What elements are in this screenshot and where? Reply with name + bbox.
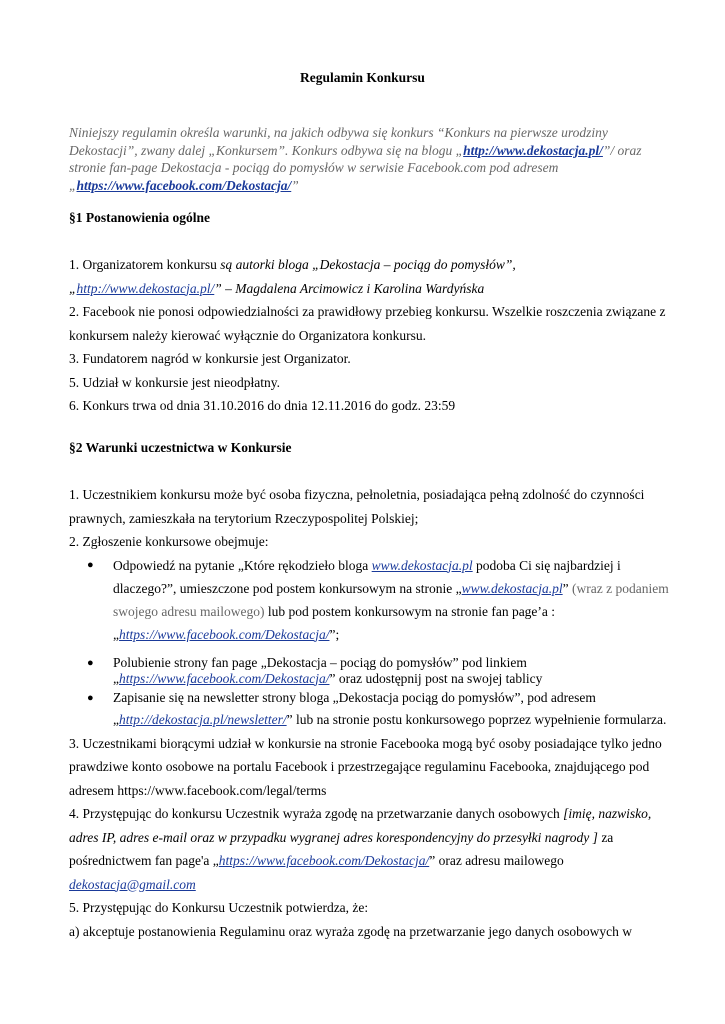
intro-text-2: ”/ oraz stronie fan-page Dekostacja - pociąg do pomysłów w serwisie Facebook.com pod adresem „: [69, 142, 642, 193]
b1-text-4: lub pod postem konkursowym na stronie fan page’a : „: [113, 603, 556, 642]
list-item: [69, 655, 669, 687]
s2-item-2: 2. Zgłoszenie konkursowe obejmuje:: [69, 534, 269, 549]
b2-text-2: „: [113, 670, 119, 686]
document-title: Regulamin Konkursu: [300, 70, 425, 85]
b2-text-3: ” oraz udostępnij post na swojej tablicy: [329, 670, 543, 686]
entry-requirements-list: [69, 554, 669, 732]
b3-text-2: ” lub na stronie postu konkursowego poprzez wypełnienie formularza.: [286, 712, 667, 727]
facebook-link[interactable]: https://www.facebook.com/Dekostacja/: [76, 177, 292, 193]
s1-item-6: 6. Konkurs trwa od dnia 31.10.2016 do dnia 12.11.2016 do godz. 23:59: [69, 398, 456, 413]
section-1-heading: §1 Postanowienia ogólne: [69, 210, 211, 225]
intro-paragraph: [69, 124, 669, 194]
s1-item-1-authors: ” – Magdalena Arcimowicz i Karolina Wardyńska: [214, 280, 485, 296]
blog-link[interactable]: www.dekostacja.pl: [461, 580, 563, 596]
b1-text-2: podoba Ci się najbardziej i dlaczego?”, umieszczone pod postem konkursowym na stronie „: [113, 557, 621, 596]
intro-text-3: ”: [291, 177, 299, 193]
b3-text-1: Zapisanie się na newsletter strony bloga „Dekostacja pociąg do pomysłów”, pod adresem „: [113, 689, 596, 727]
s2-item-5: 5. Przystępując do Konkursu Uczestnik potwierdza, że:: [69, 900, 369, 915]
s1-item-3: 3. Fundatorem nagród w konkursie jest Organizator.: [69, 351, 351, 366]
s1-item-1-italic: są autorki bloga „Dekostacja – pociąg do pomysłów”,: [220, 257, 516, 272]
s1-blog-link[interactable]: http://www.dekostacja.pl/: [76, 280, 215, 296]
b1-text-3: ”: [562, 580, 573, 596]
facebook-link[interactable]: https://www.facebook.com/Dekostacja/: [119, 626, 330, 642]
list-item: [69, 554, 669, 646]
blog-link[interactable]: http://www.dekostacja.pl/: [463, 142, 603, 158]
s2-item-1: 1. Uczestnikiem konkursu może być osoba fizyczna, pełnoletnia, posiadająca pełną zdolność do czynności prawnych, zamieszkała na terytorium Rzeczypospolitej Polskiej;: [69, 487, 645, 526]
s2-item-4-text-3: ” oraz adresu mailowego: [429, 853, 564, 868]
section-1-body: [69, 253, 669, 418]
s1-item-5: 5. Udział w konkursie jest nieodpłatny.: [69, 374, 280, 390]
s1-item-2: 2. Facebook nie ponosi odpowiedzialności za prawidłowy przebieg konkursu. Wszelkie roszczenia związane z konkursem należy kierować wyłącznie do Organizatora konkursu.: [69, 304, 666, 343]
b1-text-5: ”;: [329, 626, 340, 642]
blog-link[interactable]: www.dekostacja.pl: [371, 557, 473, 573]
s2-item-3: 3. Uczestnikami biorącymi udział w konkursie na stronie Facebooka mogą być osoby posiadające tylko jedno prawdziwe konto osobowe na portalu Facebook i przestrzegające regulaminu Facebooka, znajdującego pod adresem https://www.facebook.com/legal/terms: [69, 735, 662, 798]
s1-item-1-quote: „: [69, 280, 77, 296]
s2-item-4-text: 4. Przystępując do konkursu Uczestnik wyraża zgodę na przetwarzanie danych osobowych: [69, 806, 564, 821]
facebook-link[interactable]: https://www.facebook.com/Dekostacja/: [119, 670, 330, 686]
b2-text-1: Polubienie strony fan page „Dekostacja – pociąg do pomysłów” pod linkiem: [113, 654, 527, 670]
b1-text-1: Odpowiedź na pytanie „Które rękodzieło bloga: [113, 557, 372, 573]
b1-text-gray: (wraz z podaniem swojego adresu mailowego): [113, 580, 669, 619]
s2-item-a: a) akceptuje postanowienia Regulaminu oraz wyraża zgodę na przetwarzanie jego danych osobowych w: [69, 923, 633, 939]
s1-item-1-text: 1. Organizatorem konkursu: [69, 257, 221, 272]
s2-item-4: [69, 802, 669, 896]
s2-item-4-data-list: [imię, nazwisko, adres IP, adres e-mail oraz w przypadku wygranej adres korespondencyjny do przesyłki nagrody ]: [69, 806, 652, 845]
intro-text-1: Niniejszy regulamin określa warunki, na jakich odbywa się konkurs “Konkurs na pierwsze urodziny Dekostacji”, zwany dalej „Konkursem”. Konkurs odbywa się na blogu „: [69, 125, 608, 158]
section-2-body: [69, 483, 669, 943]
facebook-link[interactable]: https://www.facebook.com/Dekostacja/: [218, 853, 430, 868]
email-link[interactable]: dekostacja@gmail.com: [69, 876, 196, 892]
section-2-heading: §2 Warunki uczestnictwa w Konkursie: [69, 440, 292, 455]
list-item: [69, 687, 669, 732]
s2-item-4-text-2: za pośrednictwem fan page'a „: [69, 829, 614, 868]
newsletter-link[interactable]: http://dekostacja.pl/newsletter/: [119, 712, 287, 727]
s1-item-1: [69, 253, 669, 300]
